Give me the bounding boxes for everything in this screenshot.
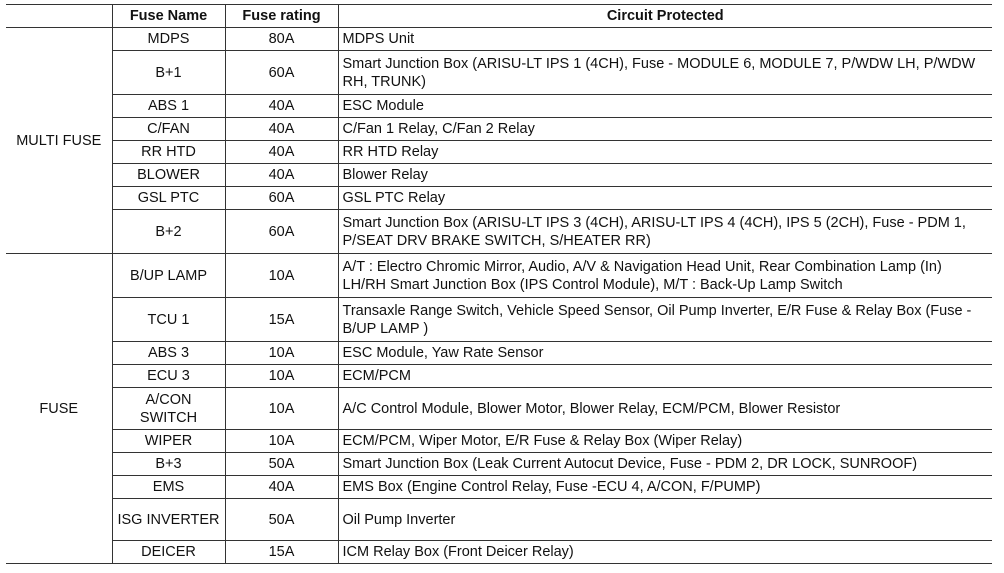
group-label-fuse: FUSE	[6, 254, 112, 564]
fuse-rating: 40A	[225, 164, 338, 187]
fuse-rating: 10A	[225, 388, 338, 430]
circuit-protected: A/C Control Module, Blower Motor, Blower Relay, ECM/PCM, Blower Resistor	[338, 388, 992, 430]
circuit-protected: MDPS Unit	[338, 28, 992, 51]
circuit-protected: GSL PTC Relay	[338, 187, 992, 210]
fuse-name: EMS	[112, 476, 225, 499]
table-row	[6, 164, 992, 187]
header-circuit-protected: Circuit Protected	[338, 5, 992, 28]
circuit-protected: RR HTD Relay	[338, 141, 992, 164]
table-row	[6, 541, 992, 564]
fuse-name: B+1	[112, 51, 225, 95]
fuse-rating: 60A	[225, 51, 338, 95]
circuit-protected: ECM/PCM	[338, 365, 992, 388]
header-fuse-name: Fuse Name	[112, 5, 225, 28]
fuse-rating: 80A	[225, 28, 338, 51]
fuse-table	[6, 4, 992, 564]
fuse-rating: 60A	[225, 210, 338, 254]
fuse-rating: 10A	[225, 342, 338, 365]
table-row	[6, 210, 992, 254]
fuse-name: B+3	[112, 453, 225, 476]
fuse-name: B/UP LAMP	[112, 254, 225, 298]
fuse-name: RR HTD	[112, 141, 225, 164]
fuse-name: TCU 1	[112, 298, 225, 342]
table-row	[6, 430, 992, 453]
fuse-rating: 40A	[225, 476, 338, 499]
table-row	[6, 187, 992, 210]
circuit-protected: C/Fan 1 Relay, C/Fan 2 Relay	[338, 118, 992, 141]
table-row	[6, 388, 992, 430]
fuse-rating: 15A	[225, 541, 338, 564]
fuse-rating: 60A	[225, 187, 338, 210]
table-row	[6, 118, 992, 141]
fuse-name: ABS 3	[112, 342, 225, 365]
fuse-name: MDPS	[112, 28, 225, 51]
circuit-protected: ESC Module	[338, 95, 992, 118]
fuse-rating: 40A	[225, 95, 338, 118]
table-row	[6, 342, 992, 365]
table-row	[6, 499, 992, 541]
table-row	[6, 298, 992, 342]
header-fuse-rating: Fuse rating	[225, 5, 338, 28]
circuit-protected: Smart Junction Box (ARISU-LT IPS 1 (4CH), Fuse - MODULE 6, MODULE 7, P/WDW LH, P/WDW RH, TRUNK)	[338, 51, 992, 95]
circuit-protected: ECM/PCM, Wiper Motor, E/R Fuse & Relay Box (Wiper Relay)	[338, 430, 992, 453]
circuit-protected: ESC Module, Yaw Rate Sensor	[338, 342, 992, 365]
circuit-protected: A/T : Electro Chromic Mirror, Audio, A/V & Navigation Head Unit, Rear Combination Lamp (In) LH/RH Smart Junction Box (IPS Control Module), M/T : Back-Up Lamp Switch	[338, 254, 992, 298]
fuse-name: ISG INVERTER	[112, 499, 225, 541]
circuit-protected: Smart Junction Box (Leak Current Autocut Device, Fuse - PDM 2, DR LOCK, SUNROOF)	[338, 453, 992, 476]
fuse-name: WIPER	[112, 430, 225, 453]
circuit-protected: Transaxle Range Switch, Vehicle Speed Sensor, Oil Pump Inverter, E/R Fuse & Relay Box (Fuse - B/UP LAMP )	[338, 298, 992, 342]
circuit-protected: Oil Pump Inverter	[338, 499, 992, 541]
fuse-name: ABS 1	[112, 95, 225, 118]
header-group	[6, 5, 112, 28]
table-row	[6, 141, 992, 164]
fuse-name: A/CON SWITCH	[112, 388, 225, 430]
fuse-name: GSL PTC	[112, 187, 225, 210]
fuse-rating: 40A	[225, 118, 338, 141]
table-row	[6, 51, 992, 95]
table-row	[6, 28, 992, 51]
fuse-rating: 10A	[225, 254, 338, 298]
table-row	[6, 476, 992, 499]
table-row	[6, 95, 992, 118]
fuse-rating: 50A	[225, 499, 338, 541]
circuit-protected: EMS Box (Engine Control Relay, Fuse -ECU 4, A/CON, F/PUMP)	[338, 476, 992, 499]
fuse-name: B+2	[112, 210, 225, 254]
fuse-name: BLOWER	[112, 164, 225, 187]
fuse-name: DEICER	[112, 541, 225, 564]
fuse-rating: 10A	[225, 365, 338, 388]
table-row	[6, 365, 992, 388]
fuse-rating: 50A	[225, 453, 338, 476]
circuit-protected: ICM Relay Box (Front Deicer Relay)	[338, 541, 992, 564]
fuse-rating: 40A	[225, 141, 338, 164]
header-row	[6, 5, 992, 28]
fuse-rating: 10A	[225, 430, 338, 453]
fuse-name: ECU 3	[112, 365, 225, 388]
fuse-rating: 15A	[225, 298, 338, 342]
circuit-protected: Blower Relay	[338, 164, 992, 187]
table-row	[6, 453, 992, 476]
fuse-name: C/FAN	[112, 118, 225, 141]
table-row	[6, 254, 992, 298]
circuit-protected: Smart Junction Box (ARISU-LT IPS 3 (4CH), ARISU-LT IPS 4 (4CH), IPS 5 (2CH), Fuse - PDM 1, P/SEAT DRV BRAKE SWITCH, S/HEATER RR)	[338, 210, 992, 254]
group-label-multi-fuse: MULTI FUSE	[6, 28, 112, 254]
